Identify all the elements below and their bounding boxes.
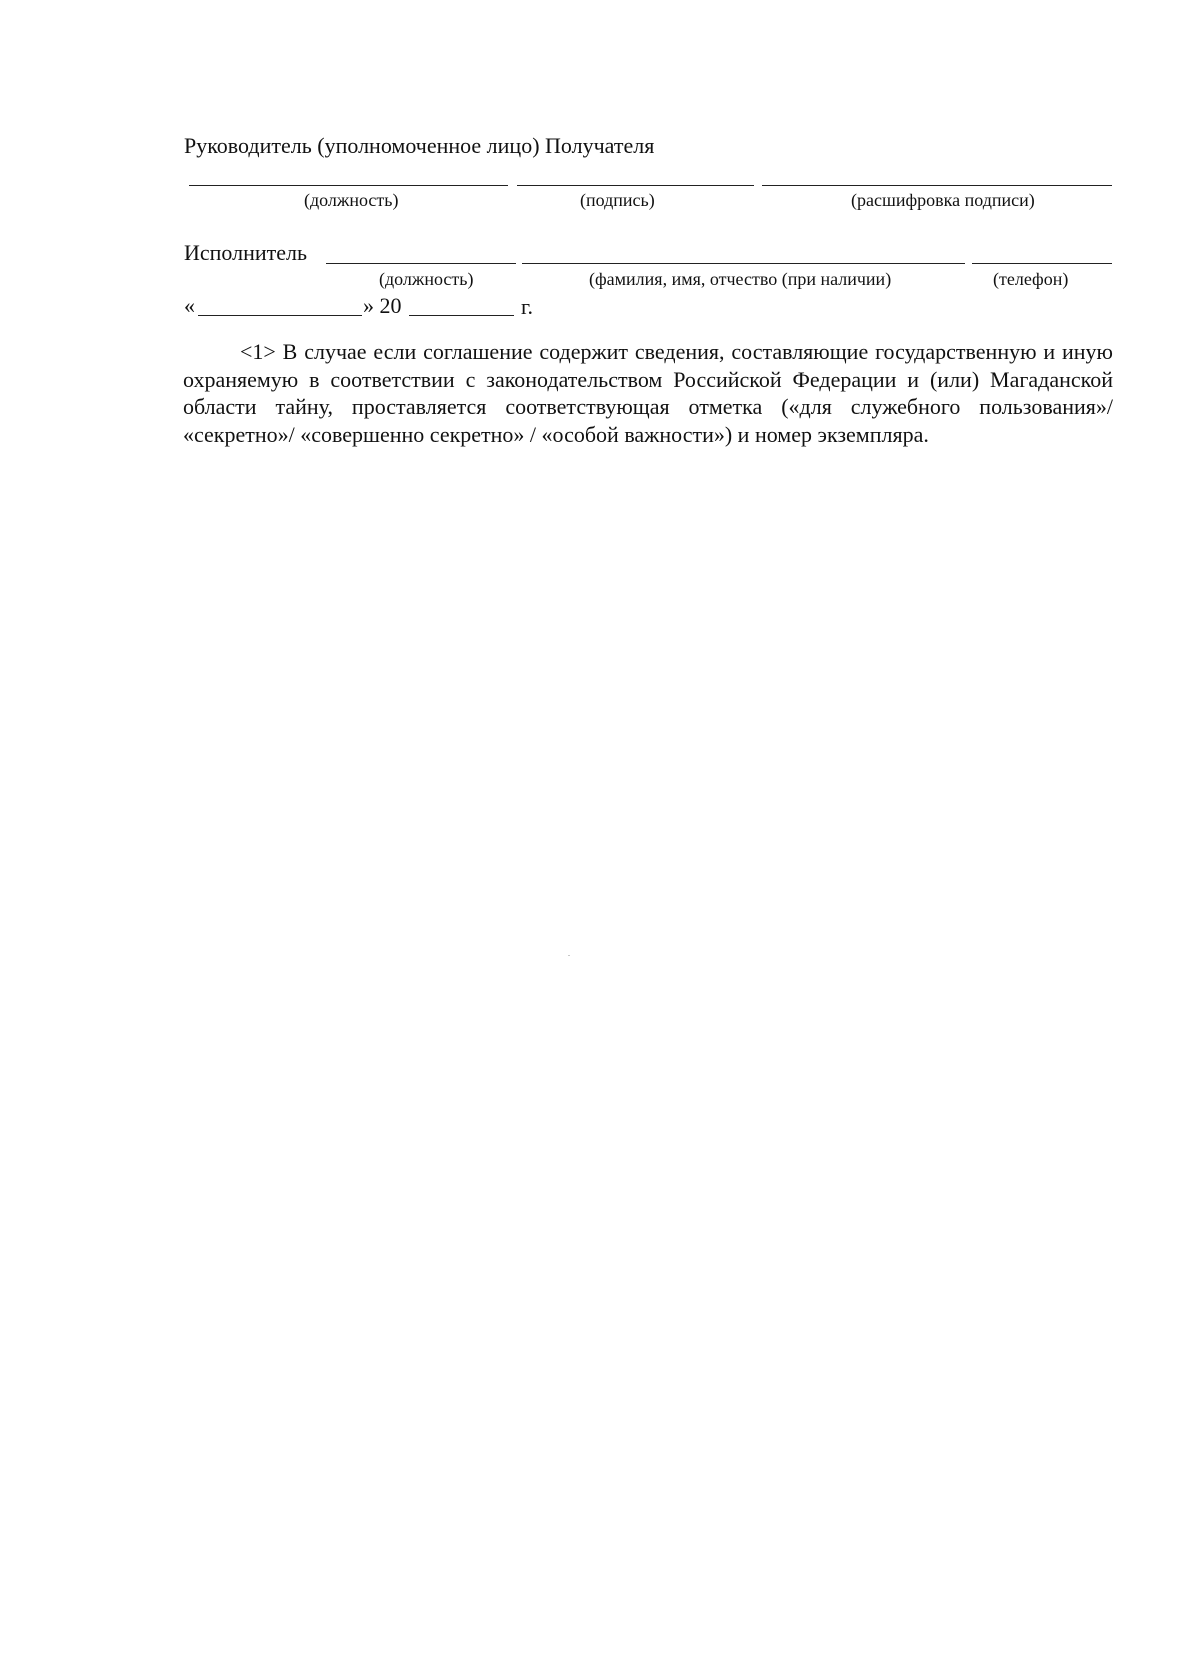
- footnote-text: <1> В случае если соглашение содержит сведения, составляющие государственную и иную охраняемую в соответствии с законодательством Российской Федерации и (или) Магаданской области тайну, проставляется соответствующая отметка («для служебного пользования»/ «секретно»/ «совершенно секретно» / «особой важности») и номер экземпляра.: [183, 339, 1113, 447]
- head-caption-signature: (подпись): [580, 190, 655, 210]
- head-decoding-line: [762, 185, 1112, 186]
- executor-phone-line: [972, 263, 1112, 264]
- scan-speck: [568, 955, 570, 956]
- head-position-line: [189, 185, 508, 186]
- executor-caption-position: (должность): [379, 269, 474, 289]
- date-open-quote: «: [184, 293, 195, 318]
- executor-caption-phone: (телефон): [993, 269, 1069, 289]
- date-year-suffix: г.: [521, 294, 534, 319]
- executor-position-line: [326, 263, 516, 264]
- head-caption-position: (должность): [304, 190, 399, 210]
- executor-caption-name: (фамилия, имя, отчество (при наличии): [589, 269, 892, 289]
- date-close-quote-year: » 20: [363, 293, 402, 318]
- executor-label: Исполнитель: [184, 240, 308, 265]
- executor-name-line: [522, 263, 965, 264]
- date-year-line: [409, 315, 514, 316]
- date-day-line: [198, 315, 362, 316]
- head-label: Руководитель (уполномоченное лицо) Получателя: [184, 133, 655, 158]
- head-signature-line: [517, 185, 754, 186]
- head-caption-decoding: (расшифровка подписи): [851, 190, 1035, 210]
